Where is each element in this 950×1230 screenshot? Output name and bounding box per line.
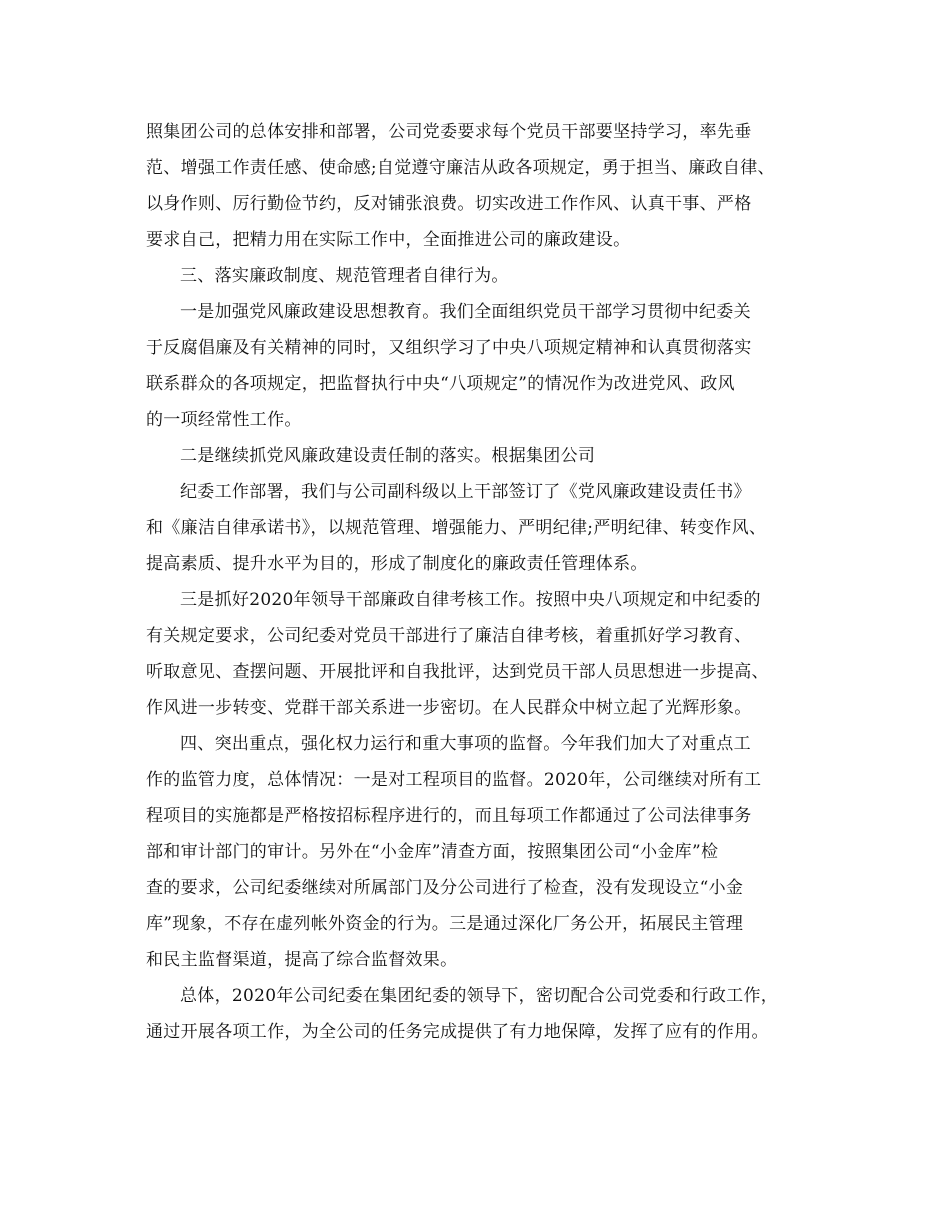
text-line: 总体，2020年公司纪委在集团纪委的领导下，密切配合公司党委和行政工作， [180,986,779,1006]
text-line: 作的监管力度，总体情况：一是对工程项目的监督。2020年，公司继续对所有工 [146,770,762,790]
text-line: 通过开展各项工作，为全公司的任务完成提供了有力地保障，发挥了应有的作用。 [146,1022,769,1042]
text-line: 的一项经常性工作。 [146,410,302,430]
text-line: 和《廉洁自律承诺书》，以规范管理、增强能力、严明纪律;严明纪律、转变作风、 [146,518,767,538]
text-line: 要求自己，把精力用在实际工作中，全面推进公司的廉政建设。 [146,230,631,250]
section-heading: 三、落实廉政制度、规范管理者自律行为。 [180,266,509,286]
text-line: 二是继续抓党风廉政建设责任制的落实。根据集团公司 [180,446,596,466]
text-line: 提高素质、提升水平为目的，形成了制度化的廉政责任管理体系。 [146,554,648,574]
text-line: 有关规定要求，公司纪委对党员干部进行了廉洁自律考核，着重抓好学习教育、 [146,626,752,646]
text-line: 查的要求，公司纪委继续对所属部门及分公司进行了检查，没有发现设立“小金 [146,878,744,898]
text-line: 和民主监督渠道，提高了综合监督效果。 [146,950,458,970]
text-line: 照集团公司的总体安排和部署，公司党委要求每个党员干部要坚持学习，率先垂 [146,122,752,142]
text-line: 库”现象，不存在虚列帐外资金的行为。三是通过深化厂务公开，拓展民主管理 [146,914,744,934]
text-line: 部和审计部门的审计。另外在“小金库”清查方面，按照集团公司“小金库”检 [146,842,719,862]
text-line: 于反腐倡廉及有关精神的同时，又组织学习了中央八项规定精神和认真贯彻落实 [146,338,752,358]
text-line: 三是抓好2020年领导干部廉政自律考核工作。按照中央八项规定和中纪委的 [180,590,761,610]
section-heading: 四、突出重点，强化权力运行和重大事项的监督。今年我们加大了对重点工 [180,734,751,754]
text-line: 听取意见、查摆问题、开展批评和自我批评，达到党员干部人员思想进一步提高、 [146,662,769,682]
text-line: 一是加强党风廉政建设思想教育。我们全面组织党员干部学习贯彻中纪委关 [180,302,751,322]
text-line: 作风进一步转变、党群干部关系进一步密切。在人民群众中树立起了光辉形象。 [146,698,752,718]
text-line: 联系群众的各项规定，把监督执行中央“八项规定”的情况作为改进党风、政风 [146,374,735,394]
text-line: 范、增强工作责任感、使命感;自觉遵守廉洁从政各项规定，勇于担当、廉政自律、 [146,158,775,178]
text-line: 纪委工作部署，我们与公司副科级以上干部签订了《党风廉政建设责任书》 [180,482,751,502]
text-line: 程项目的实施都是严格按招标程序进行的，而且每项工作都通过了公司法律事务 [146,806,752,826]
text-line: 以身作则、厉行勤俭节约，反对铺张浪费。切实改进工作作风、认真干事、严格 [146,194,752,214]
